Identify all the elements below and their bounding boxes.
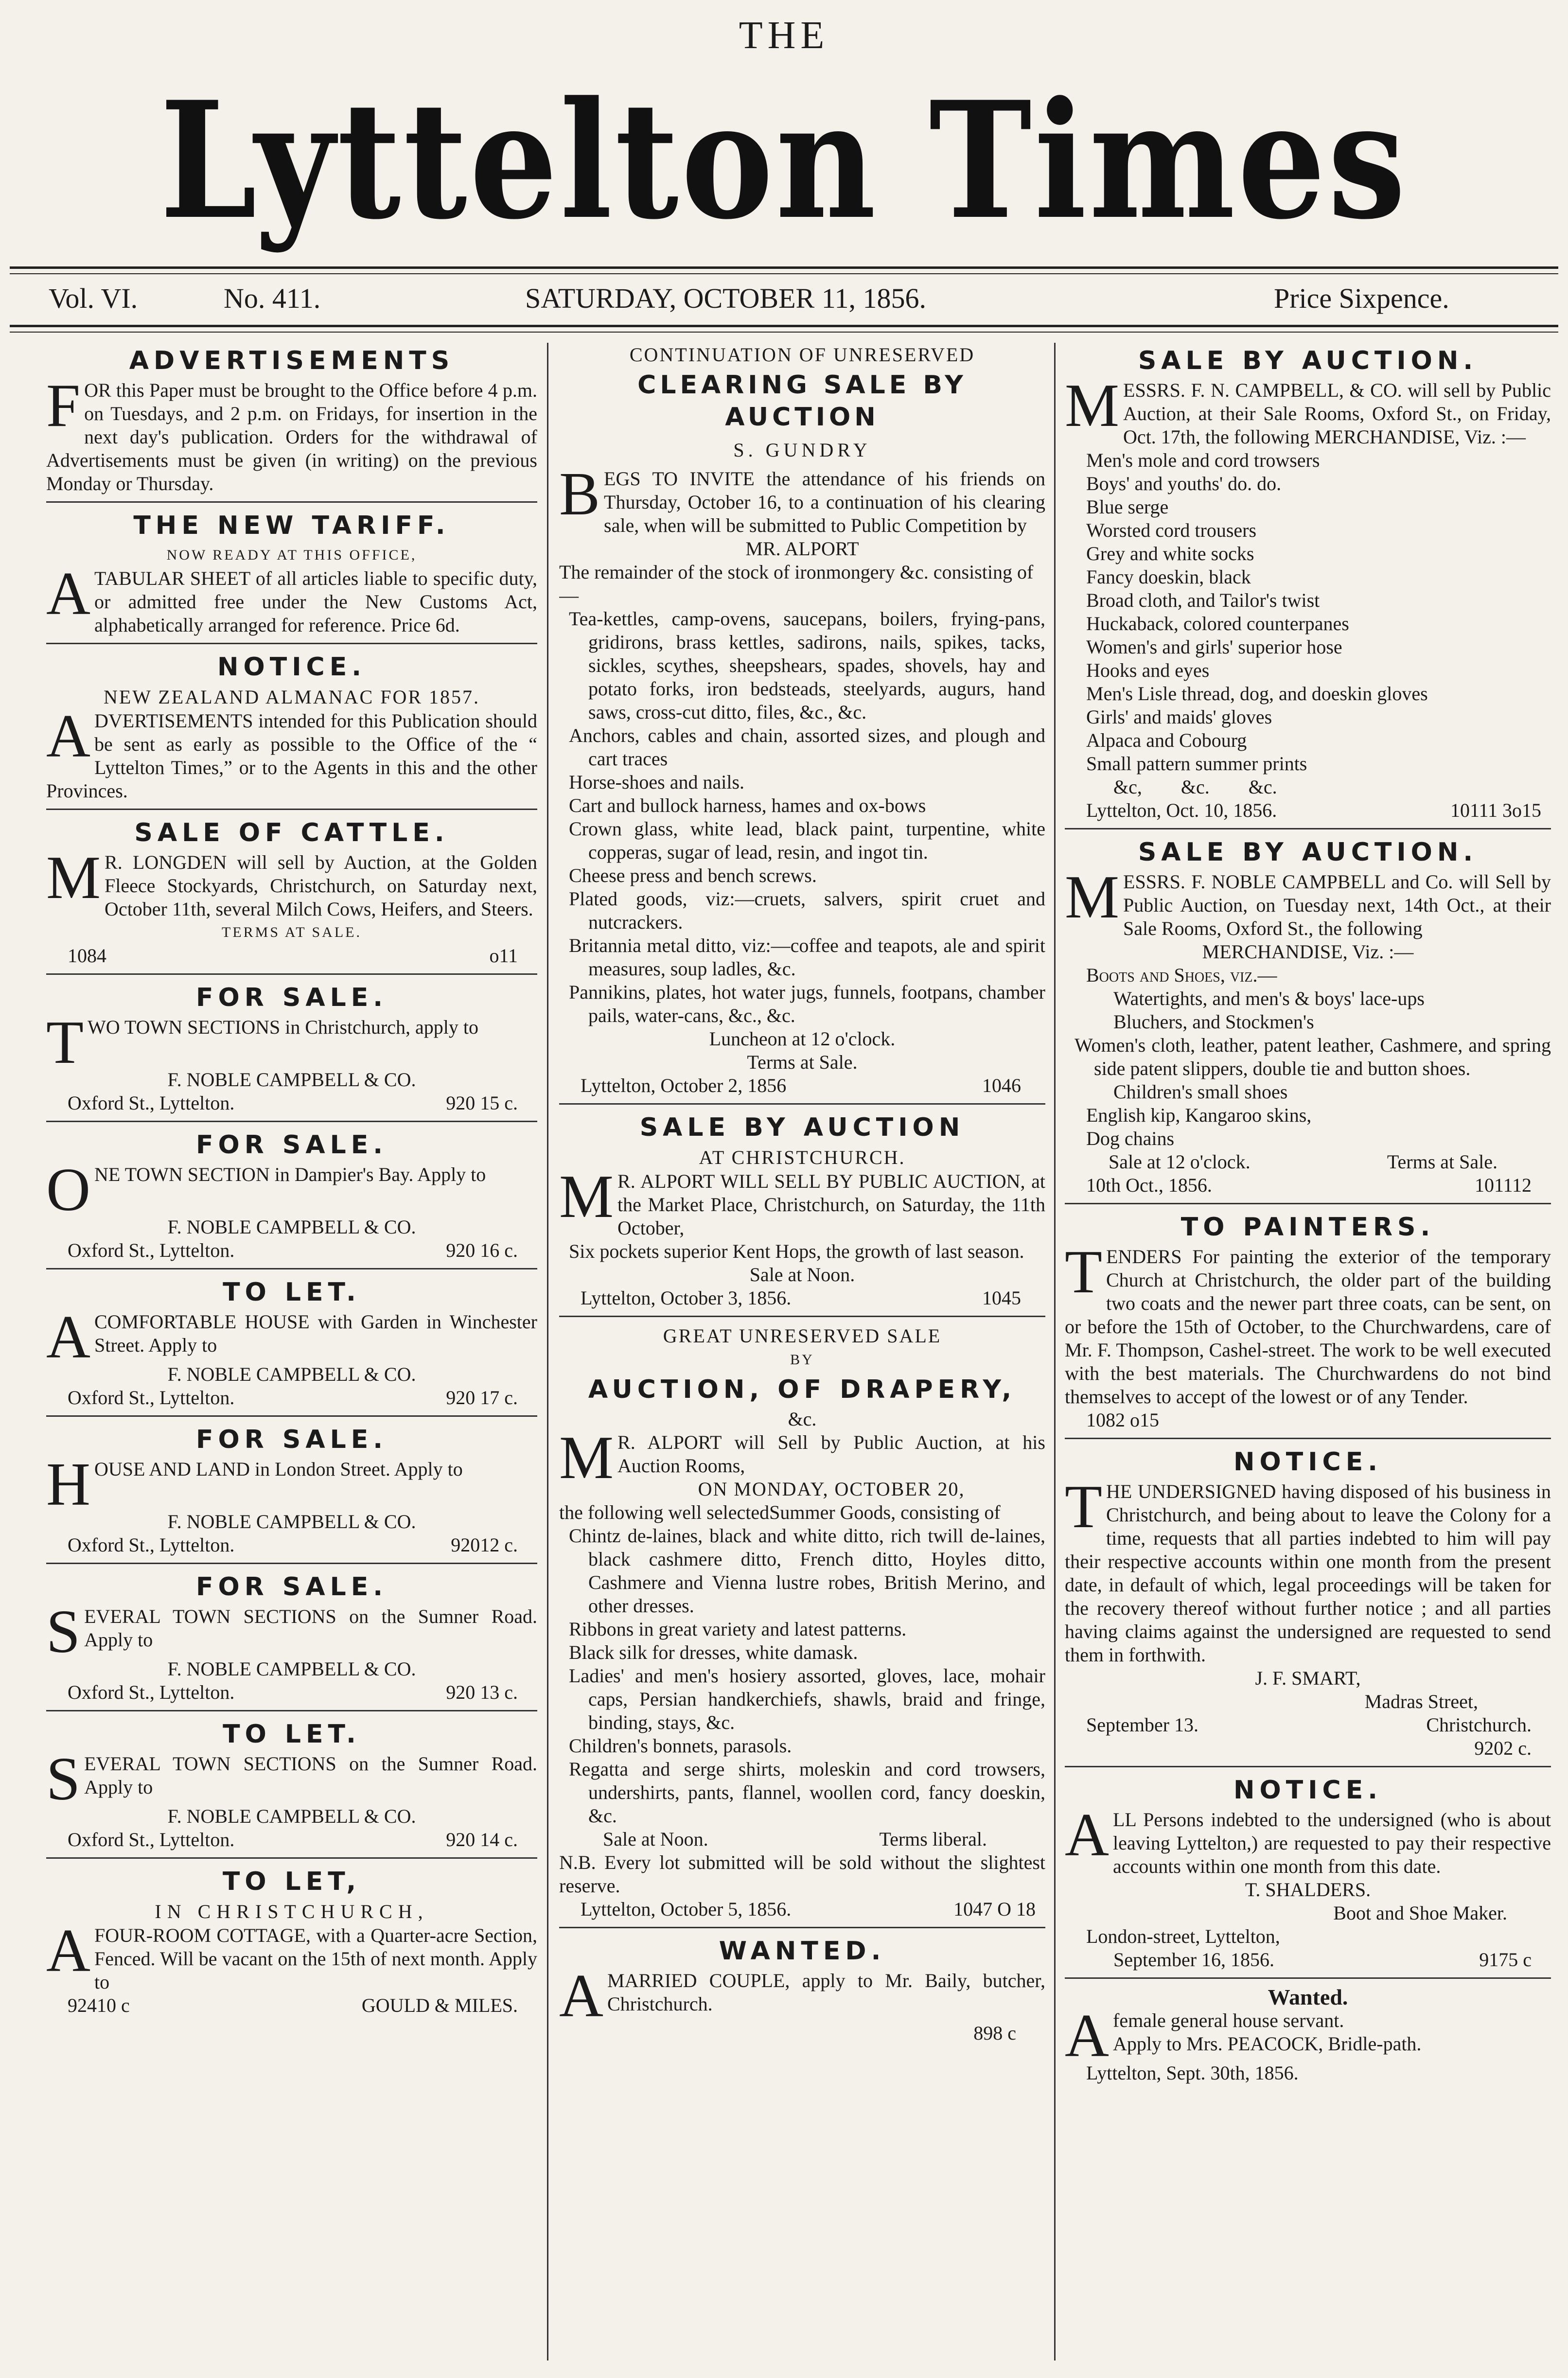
ad-item: Pannikins, plates, hot water jugs, funnels, footpans, chamber pails, water-cans, &c., &c. [569, 981, 1045, 1026]
ad-category: Boots and Shoes, viz.— [1086, 964, 1277, 986]
column-3 [1065, 343, 1551, 2360]
ad-ref: 1084 [68, 945, 106, 967]
volume: Vol. VI. [49, 282, 138, 314]
ad-heading: NOTICE. [217, 652, 366, 682]
ad-code: 10111 3o15 [1450, 799, 1541, 821]
ad-item: Grey and white socks [1086, 543, 1254, 564]
drop-cap: A [559, 1962, 603, 2030]
drop-cap: M [1065, 863, 1120, 931]
ad-code: 920 14 c. [446, 1829, 518, 1850]
ad-date: September 16, 1856. [1113, 1949, 1275, 1971]
ad-code: 9175 c [1479, 1949, 1532, 1971]
ad-heading: TO LET. [223, 1278, 361, 1307]
dateline-rule-inner [10, 332, 1558, 333]
dateline [10, 282, 1558, 321]
ad-code: 92012 c. [451, 1534, 518, 1556]
column-1 [46, 343, 537, 2360]
ad-item: Britannia metal ditto, viz:—coffee and teapots, ale and spirit measures, soup ladles, &c. [569, 934, 1045, 980]
price: Price Sixpence. [1274, 282, 1449, 314]
ad-etc: &c. [788, 1408, 817, 1430]
ad-item: Hooks and eyes [1086, 659, 1210, 681]
ad-place-date: Lyttelton, Sept. 30th, 1856. [1086, 2062, 1299, 2084]
ad-wanted-servant [1065, 1986, 1551, 2091]
drop-cap: T [46, 1009, 84, 1076]
ad-to-let-sumner-road [46, 1718, 537, 1859]
ad-place-date: Lyttelton, Oct. 10, 1856. [1086, 799, 1277, 821]
ad-body: COMFORTABLE HOUSE with Garden in Winchester Street. Apply to [94, 1311, 537, 1356]
ad-place-date: Lyttelton, October 3, 1856. [581, 1287, 792, 1309]
drop-cap: A [1065, 2002, 1109, 2070]
ad-item: Chintz de-laines, black and white ditto, rich twill de-laines, black cashmere ditto, French ditto, Hoyles ditto, Cashmere and Vienna lustre robes, British Merino, and other dresses. [569, 1525, 1045, 1617]
ad-agent: F. NOBLE CAMPBELL & CO. [167, 1069, 416, 1091]
column-rule-1 [547, 343, 548, 2360]
ad-heading: SALE BY AUCTION. [1138, 346, 1478, 375]
ad-heading: FOR SALE. [196, 983, 388, 1012]
ad-item: Cheese press and bench screws. [569, 864, 817, 886]
ad-body: TABULAR SHEET of all articles liable to specific duty, or admitted free under the New Customs Act, alphabetically arranged for reference. Price 6d. [94, 567, 537, 636]
ad-advertisements-notice [46, 345, 537, 503]
ad-item: Regatta and serge shirts, moleskin and cord trowsers, undershirts, pants, flannel, woollen cord, fancy doeskin, &c. [569, 1758, 1045, 1827]
ad-agent: F. NOBLE CAMPBELL & CO. [167, 1805, 416, 1827]
ad-item: Anchors, cables and chain, assorted sizes, and plough and cart traces [569, 724, 1045, 770]
drop-cap: M [46, 844, 101, 912]
ad-body: HE UNDERSIGNED having disposed of his business in Christchurch, and being about to leave the Colony for a time, requests that all parties indebted to him will pay their respective accounts within one month from the present date, in default of which, legal proceedings will be taken for the recovery thereof without further notice ; and all parties having claims against the undersigned are requested to send them in forthwith. [1065, 1480, 1551, 1666]
ad-code: 920 16 c. [446, 1239, 518, 1261]
drop-cap: F [46, 372, 81, 440]
ad-body: LL Persons indebted to the undersigned (who is about leaving Lyttelton,) are requested to pay their respective accounts within one month from this date. [1113, 1809, 1551, 1877]
ad-for-sale-christchurch [46, 982, 537, 1122]
ad-fn-campbell-auction [1065, 345, 1551, 829]
issue-number: No. 411. [224, 282, 321, 314]
ad-shalders-notice [1065, 1774, 1551, 1979]
ad-address: Oxford St., Lyttelton. [68, 1092, 235, 1114]
drop-cap: A [46, 1917, 90, 1985]
ad-body: ESSRS. F. N. CAMPBELL, & CO. will sell by Public Auction, at their Sale Rooms, Oxford St., on Friday, Oct. 17th, the following MERCHANDISE, Viz. :— [1123, 379, 1551, 448]
ad-to-painters [1065, 1211, 1551, 1439]
ad-body: FOUR-ROOM COTTAGE, with a Quarter-acre Section, Fenced. Will be vacant on the 15th of next month. Apply to [94, 1924, 537, 1993]
drop-cap: T [1065, 1473, 1102, 1541]
ad-code: 920 15 c. [446, 1092, 518, 1114]
ad-terms: Terms at Sale. [1387, 1151, 1498, 1173]
ad-item: Children's small shoes [1113, 1081, 1288, 1103]
ad-heading: WANTED. [719, 1937, 886, 1966]
ad-body: female general house servant. [1113, 2009, 1344, 2031]
masthead-rule-inner [10, 273, 1558, 274]
drop-cap: M [1065, 372, 1120, 440]
ad-item: Children's bonnets, parasols. [569, 1735, 792, 1757]
drop-cap: M [559, 1424, 614, 1492]
ad-to-let-cottage [46, 1866, 537, 2023]
ad-body: ENDERS For painting the exterior of the temporary Church at Christchurch, the older part of the building two coats and the newer part three coats, can be sent, on or before the 15th of October, to the Churchwardens, care of Mr. F. Thompson, Cashel-street. The work to be well executed with the best materials. The Churchwardens do not bind themselves to accept of the lowest or of any Tender. [1065, 1246, 1551, 1408]
drop-cap: S [46, 1598, 81, 1666]
ad-heading: CLEARING SALE BY AUCTION [637, 370, 967, 432]
ad-place-date: Lyttelton, October 5, 1856. [581, 1898, 792, 1920]
ad-hops-sale [559, 1111, 1045, 1317]
ad-item: Dog chains [1086, 1127, 1175, 1149]
ad-for-sale-dampiers-bay [46, 1129, 537, 1269]
drop-cap: H [46, 1451, 90, 1518]
ad-address: London-street, Lyttelton, [1086, 1925, 1280, 1947]
ad-time: Sale at 12 o'clock. [1109, 1151, 1251, 1173]
ad-trade: Boot and Shoe Maker. [1333, 1902, 1507, 1924]
ad-code: 1047 O 18 [953, 1898, 1036, 1920]
ad-item: Fancy doeskin, black [1086, 566, 1251, 588]
ad-almanac-notice [46, 651, 537, 810]
ad-street: Madras Street, [1364, 1691, 1478, 1712]
ad-heading: THE NEW TARIFF. [133, 511, 450, 540]
ad-address: Oxford St., Lyttelton. [68, 1239, 235, 1261]
ad-heading: FOR SALE. [196, 1425, 388, 1454]
ad-item: Bluchers, and Stockmen's [1113, 1011, 1314, 1033]
ad-heading: FOR SALE. [196, 1572, 388, 1602]
ad-code: 1046 [982, 1075, 1021, 1096]
ad-code: 1045 [982, 1287, 1021, 1309]
ad-heading: AUCTION, OF DRAPERY, [588, 1375, 1017, 1404]
ad-item: Blue serge [1086, 496, 1169, 518]
ad-item: Six pockets superior Kent Hops, the growth of last season. [569, 1240, 1024, 1262]
issue-date: SATURDAY, OCTOBER 11, 1856. [525, 282, 927, 314]
drop-cap: A [46, 560, 90, 628]
ad-noble-campbell-auction [1065, 836, 1551, 1204]
drop-cap: A [46, 1303, 90, 1371]
ad-item: Cart and bullock harness, hames and ox-bows [569, 794, 926, 816]
ad-town: Christchurch. [1426, 1714, 1532, 1736]
ad-heading: Wanted. [1268, 1985, 1348, 2009]
ad-heading: ADVERTISEMENTS [129, 346, 455, 375]
drop-cap: S [46, 1745, 81, 1813]
ad-item: Black silk for dresses, white damask. [569, 1641, 858, 1663]
ad-body: R. ALPORT WILL SELL BY PUBLIC AUCTION, at the Market Place, Christchurch, on Saturday, the 11th October, [617, 1170, 1045, 1239]
drop-cap: A [46, 703, 90, 770]
ad-auctioneer: MR. ALPORT [745, 538, 859, 560]
ad-item: Ribbons in great variety and latest patterns. [569, 1618, 907, 1640]
ad-item: Alpaca and Cobourg [1086, 729, 1247, 751]
ad-place-date: Lyttelton, October 2, 1856 [581, 1075, 787, 1096]
ad-preheading: GREAT UNRESERVED SALE [663, 1325, 942, 1347]
ad-item: Girls' and maids' gloves [1086, 706, 1272, 728]
ad-drapery-sale [559, 1324, 1045, 1928]
ad-merchandise: MERCHANDISE, Viz. :— [1202, 941, 1414, 963]
drop-cap: M [559, 1163, 614, 1231]
ad-terms: Terms at Sale. [747, 1051, 858, 1073]
ad-item: Worsted cord trousers [1086, 519, 1257, 541]
ad-code: o11 [489, 945, 518, 967]
ad-body: MARRIED COUPLE, apply to Mr. Baily, butcher, Christchurch. [607, 1970, 1045, 2015]
ad-etc: &c, &c. &c. [1113, 776, 1277, 798]
ad-item: Ladies' and men's hosiery assorted, gloves, lace, mohair caps, Persian handkerchiefs, shawls, braid and fringe, binding, stays, &c. [569, 1665, 1045, 1733]
ad-heading: SALE OF CATTLE. [134, 818, 449, 847]
ad-heading: TO LET. [223, 1720, 361, 1749]
ad-terms: Terms liberal. [879, 1828, 987, 1850]
ad-item: Boys' and youths' do. do. [1086, 473, 1282, 494]
ad-address: Oxford St., Lyttelton. [68, 1681, 235, 1703]
ad-sale-of-cattle [46, 817, 537, 975]
ad-heading: TO LET, [222, 1867, 361, 1896]
ad-body: EVERAL TOWN SECTIONS on the Sumner Road. Apply to [84, 1753, 537, 1798]
ad-heading: NOTICE. [1233, 1776, 1382, 1805]
ad-agent: F. NOBLE CAMPBELL & CO. [167, 1658, 416, 1680]
ad-smart-notice [1065, 1446, 1551, 1767]
ad-body-2: Apply to Mrs. PEACOCK, Bridle-path. [1113, 2033, 1422, 2055]
masthead-the: THE [739, 14, 829, 57]
ad-time: Sale at Noon. [603, 1828, 708, 1850]
ad-signatory: T. SHALDERS. [1245, 1879, 1371, 1901]
ad-body: WO TOWN SECTIONS in Christchurch, apply to [87, 1016, 478, 1038]
ad-preheading: CONTINUATION OF UNRESERVED [629, 344, 975, 366]
drop-cap: B [559, 460, 600, 528]
ad-vendor: S. GUNDRY [733, 439, 871, 461]
ad-for-sale-london-street [46, 1424, 537, 1564]
ad-code: 101112 [1474, 1174, 1532, 1196]
drop-cap: A [1065, 1801, 1109, 1869]
ad-subheading: IN CHRISTCHURCH, [155, 1901, 429, 1922]
ad-item: Women's cloth, leather, patent leather, Cashmere, and spring side patent slippers, double tie and button shoes. [1075, 1034, 1551, 1079]
ad-address: Oxford St., Lyttelton. [68, 1534, 235, 1556]
ad-address: Oxford St., Lyttelton. [68, 1387, 235, 1409]
ad-body: OUSE AND LAND in London Street. Apply to [94, 1458, 463, 1480]
ad-new-tariff [46, 510, 537, 644]
ad-body: OR this Paper must be brought to the Office before 4 p.m. on Tuesdays, and 2 p.m. on Fridays, for insertion in the next day's publication. Orders for the withdrawal of Advertisements must be given (in writing) on the previous Monday or Thursday. [46, 379, 537, 494]
ad-heading: TO PAINTERS. [1180, 1213, 1435, 1242]
ad-subheading: NOW READY AT THIS OFFICE, [166, 547, 417, 563]
ad-note: N.B. Every lot submitted will be sold without the slightest reserve. [559, 1851, 1045, 1897]
masthead-title: Lyttelton Times [159, 66, 1409, 255]
ad-body: EVERAL TOWN SECTIONS on the Sumner Road. Apply to [84, 1605, 537, 1651]
ad-item: English kip, Kangaroo skins, [1086, 1104, 1312, 1126]
ad-item: Watertights, and men's & boys' lace-ups [1113, 987, 1425, 1009]
ad-time: Sale at Noon. [749, 1264, 855, 1286]
ad-address: Oxford St., Lyttelton. [68, 1829, 235, 1850]
ad-item: Plated goods, viz:—cruets, salvers, spirit cruet and nutcrackers. [569, 888, 1045, 933]
ad-date: 10th Oct., 1856. [1086, 1174, 1212, 1196]
ad-heading: SALE BY AUCTION [639, 1113, 965, 1142]
ad-to-let-house [46, 1276, 537, 1417]
ad-subheading: AT CHRISTCHURCH. [699, 1146, 906, 1168]
ad-agent: F. NOBLE CAMPBELL & CO. [167, 1216, 416, 1238]
ad-luncheon: Luncheon at 12 o'clock. [709, 1028, 896, 1050]
ad-agent: GOULD & MILES. [361, 1994, 518, 2016]
ad-item: Crown glass, white lead, black paint, turpentine, white copperas, sugar of lead, resin, and ingot tin. [569, 818, 1045, 863]
column-2 [559, 343, 1045, 2360]
ad-wanted-couple [559, 1935, 1045, 2051]
ad-item: Women's and girls' superior hose [1086, 636, 1342, 658]
ad-heading: NOTICE. [1233, 1447, 1382, 1477]
ad-date: September 13. [1086, 1714, 1199, 1736]
ad-code: 920 13 c. [446, 1681, 518, 1703]
ad-date: ON MONDAY, OCTOBER 20, [698, 1478, 965, 1500]
ad-agent: F. NOBLE CAMPBELL & CO. [167, 1511, 416, 1532]
column-rule-2 [1054, 343, 1056, 2360]
ad-item: Men's Lisle thread, dog, and doeskin gloves [1086, 683, 1428, 705]
ad-item: Tea-kettles, camp-ovens, saucepans, boilers, frying-pans, gridirons, brass kettles, sadirons, nails, spikes, tacks, sickles, scythes, sheepshears, spades, shovels, hay and potato forks, iron bedsteads, steelyards, augurs, hand saws, cross-cut ditto, files, &c., &c. [569, 608, 1045, 723]
ad-code: 1082 o15 [1086, 1409, 1159, 1431]
ad-item: Broad cloth, and Tailor's twist [1086, 589, 1320, 611]
ad-terms: TERMS AT SALE. [222, 924, 362, 940]
ad-heading: SALE BY AUCTION. [1138, 838, 1478, 867]
ad-signatory: J. F. SMART, [1255, 1667, 1361, 1689]
masthead-rule-top [10, 266, 1558, 269]
ad-heading: FOR SALE. [196, 1130, 388, 1160]
ad-agent: F. NOBLE CAMPBELL & CO. [167, 1363, 416, 1385]
ad-intro: the following well selectedSummer Goods, consisting of [559, 1501, 1001, 1523]
dateline-rule [10, 325, 1558, 327]
ad-item: Small pattern summer prints [1086, 753, 1307, 775]
ad-subheading: NEW ZEALAND ALMANAC FOR 1857. [103, 686, 480, 708]
ad-for-sale-sumner-road [46, 1571, 537, 1711]
ad-body: NE TOWN SECTION in Dampier's Bay. Apply to [94, 1163, 486, 1185]
ad-item: Huckaback, colored counterpanes [1086, 613, 1349, 634]
drop-cap: T [1065, 1238, 1102, 1306]
ad-code: 898 c [973, 2022, 1016, 2044]
ad-body: DVERTISEMENTS intended for this Publication should be sent as early as possible to the Office of the “ Lyttelton Times,” or to the Agents in this and the other Provinces. [46, 710, 537, 802]
ad-code: 9202 c. [1474, 1737, 1532, 1759]
ad-body: ESSRS. F. NOBLE CAMPBELL and Co. will Sell by Public Auction, on Tuesday next, 14th Oct., at their Sale Rooms, Oxford St., the following [1123, 871, 1551, 939]
drop-cap: O [46, 1156, 90, 1224]
ad-item: Horse-shoes and nails. [569, 771, 745, 793]
ad-body: R. ALPORT will Sell by Public Auction, at his Auction Rooms, [617, 1431, 1045, 1477]
ad-intro: The remainder of the stock of ironmongery &c. consisting of— [559, 561, 1034, 606]
ad-code: 920 17 c. [446, 1387, 518, 1409]
ad-body: R. LONGDEN will sell by Auction, at the Golden Fleece Stockyards, Christchurch, on Saturday next, October 11th, several Milch Cows, Heifers, and Steers. [105, 851, 537, 920]
ad-ref: 92410 c [68, 1994, 130, 2016]
ad-item: Men's mole and cord trowsers [1086, 449, 1320, 471]
ad-body: EGS TO INVITE the attendance of his friends on Thursday, October 16, to a continuation of his clearing sale, when will be submitted to Public Competition by [604, 468, 1045, 536]
ad-gundry-clearing-sale [559, 343, 1045, 1105]
ad-by: BY [790, 1352, 814, 1368]
